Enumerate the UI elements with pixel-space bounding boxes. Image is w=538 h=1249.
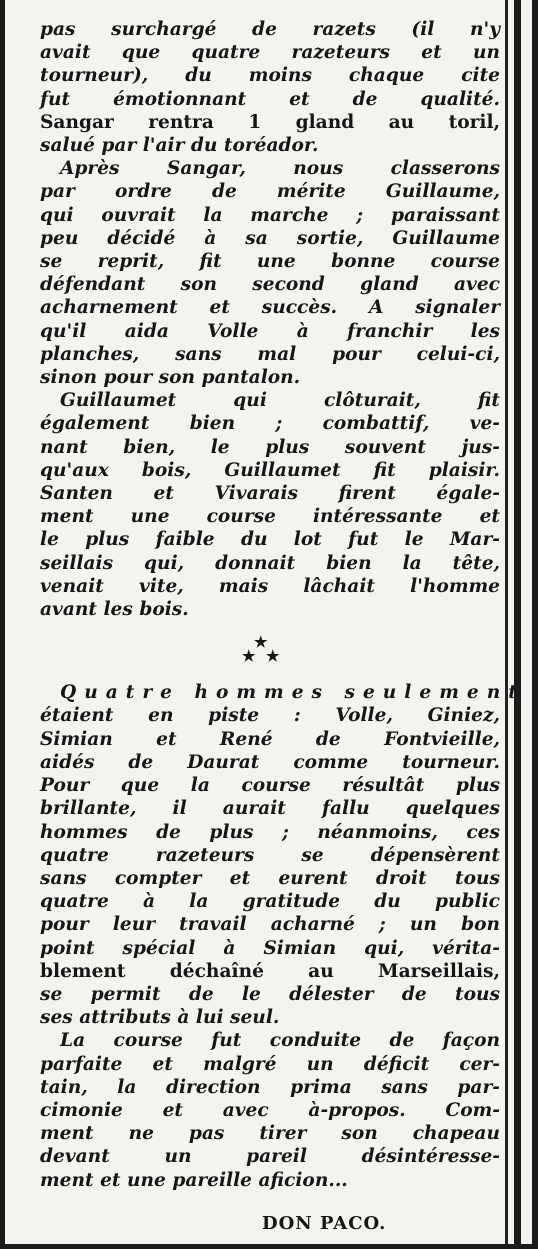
page-border-right: [532, 0, 538, 1249]
text-line: avait que quatre razeteurs et un: [40, 42, 500, 64]
author-signature: DON PACO.: [262, 1213, 387, 1234]
text-line: par ordre de mérite Guillaume,: [40, 181, 500, 203]
text-line: devant un pareil désintéresse-: [40, 1146, 500, 1168]
text-line: venait vite, mais lâchait l'homme: [40, 575, 500, 597]
page-border-left: [0, 0, 5, 1249]
paragraph-4: [40, 681, 525, 1029]
text-line: avant les bois.: [40, 599, 189, 621]
star-icon: ★: [254, 633, 268, 652]
text-line: peu décidé à sa sortie, Guillaume: [40, 227, 500, 249]
text-line: cimonie et avec à-propos. Com-: [40, 1099, 500, 1121]
text-line: pas surchargé de razets (il n'y: [40, 19, 500, 40]
text-line: fut émotionnant et de qualité.: [40, 88, 500, 110]
text-line: planches, sans mal pour celui-ci,: [40, 343, 500, 365]
star-icon: ★: [266, 647, 280, 666]
text-line: Pour que la course résultât plus: [40, 775, 500, 797]
text-line: défendant son second gland avec: [40, 274, 500, 296]
text-line: parfaite et malgré un déficit cer-: [40, 1053, 500, 1075]
text-line: se reprit, fit une bonne course: [40, 251, 500, 273]
text-line: le plus faible du lot fut le Mar-: [40, 529, 500, 551]
text-line: tourneur), du moins chaque cite: [40, 65, 500, 87]
text-line: qu'il aida Volle à franchir les: [40, 320, 500, 342]
text-line: quatre à la gratitude du public: [40, 891, 500, 913]
paragraph-3: [40, 389, 500, 621]
text-line: nant bien, le plus souvent jus-: [40, 436, 500, 458]
paragraph-2: [40, 157, 500, 389]
text-line: sans compter et eurent droit tous: [40, 867, 500, 889]
text-line: quatre razeteurs se dépensèrent: [40, 844, 500, 866]
text-line: Santen et Vivarais firent égale-: [40, 483, 500, 505]
text-line: hommes de plus ; néanmoins, ces: [40, 821, 500, 843]
column-rule-thick: [514, 0, 521, 1249]
text-line: acharnement et succès. A signaler: [40, 297, 500, 319]
text-line: également bien ; combattif, ve-: [40, 413, 500, 435]
paragraph-1: [40, 18, 500, 157]
text-line: pour leur travail acharné ; un bon: [40, 914, 500, 936]
text-line: sinon pour son pantalon.: [40, 367, 301, 389]
text-line: blement déchaîné au Marseillais,: [40, 960, 500, 982]
text-line: tain, la direction prima sans par-: [40, 1076, 500, 1098]
text-line: Sangar rentra 1 gland au toril,: [40, 111, 500, 133]
text-line: ment ne pas tirer son chapeau: [40, 1123, 500, 1145]
paragraph-5: [40, 1029, 500, 1191]
text-line: étaient en piste : Volle, Giniez,: [40, 705, 500, 727]
text-line: qu'aux bois, Guillaumet fit plaisir.: [40, 459, 500, 481]
article-column: [40, 18, 525, 1192]
text-line: ment une course intéressante et: [40, 506, 500, 528]
text-line: brillante, il aurait fallu quelques: [40, 798, 500, 820]
text-line: seillais qui, donnait bien la tête,: [40, 552, 500, 574]
text-line: La course fut conduite de façon: [60, 1030, 500, 1052]
text-line: Après Sangar, nous classerons: [60, 158, 500, 180]
text-line: Simian et René de Fontvieille,: [40, 728, 500, 750]
star-icon: ★: [242, 647, 256, 666]
section-separator: [40, 621, 500, 681]
column-rule-thin: [505, 0, 508, 1249]
text-line: aidés de Daurat comme tourneur.: [40, 751, 500, 773]
text-line: se permit de le délester de tous: [40, 983, 500, 1005]
text-line: ment et une pareille aficion...: [40, 1169, 348, 1191]
text-line: Guillaumet qui clôturait, fit: [60, 390, 500, 412]
text-line: Quatre hommes seulement: [60, 682, 525, 704]
text-line: salué par l'air du toréador.: [40, 135, 319, 157]
text-line: ses attributs à lui seul.: [40, 1007, 280, 1029]
page-border-bottom: [0, 1244, 538, 1249]
text-line: point spécial à Simian qui, vérita-: [40, 937, 500, 959]
text-line: qui ouvrait la marche ; paraissant: [40, 204, 500, 226]
